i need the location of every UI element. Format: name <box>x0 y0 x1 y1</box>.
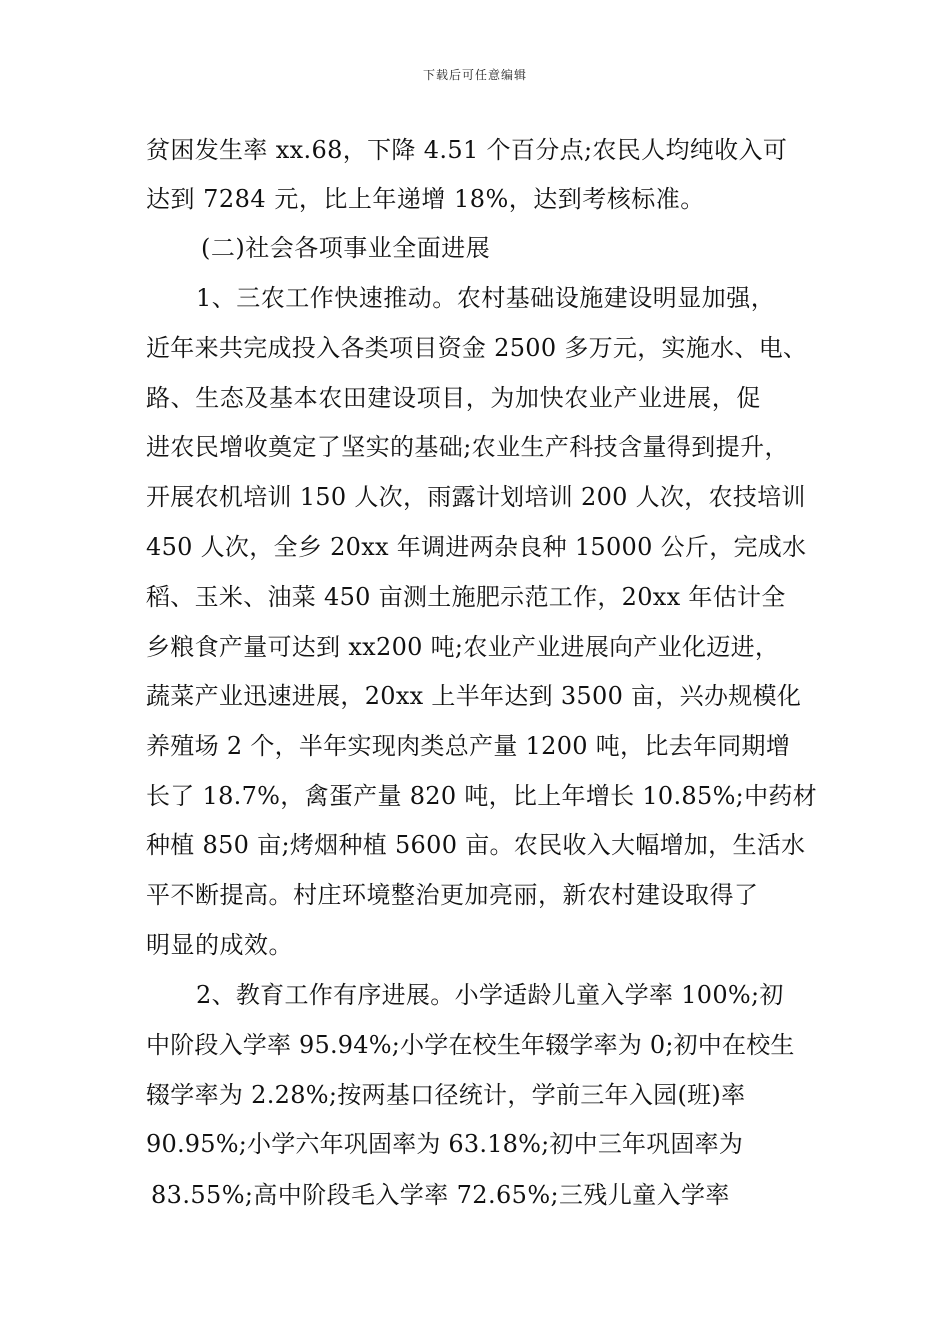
text-line: 种植 850 亩;烤烟种植 5600 亩。农民收入大幅增加，生活水 <box>146 831 806 859</box>
paragraph-start: 1、三农工作快速推动。农村基础设施建设明显加强， <box>196 284 776 312</box>
text-line: 近年来共完成投入各类项目资金 2500 多万元，实施水、电、 <box>146 334 808 362</box>
text-line: 中阶段入学率 95.94%;小学在校生年辍学率为 0;初中在校生 <box>146 1031 795 1059</box>
text-line: 稻、玉米、油菜 450 亩测土施肥示范工作，20xx 年估计全 <box>146 583 786 611</box>
text-line: 进农民增收奠定了坚实的基础;农业生产科技含量得到提升， <box>146 433 789 461</box>
section-heading: (二)社会各项事业全面进展 <box>201 234 491 262</box>
text-line: 路、生态及基本农田建设项目，为加快农业产业进展，促 <box>146 384 761 412</box>
text-line: 达到 7284 元，比上年递增 18%，达到考核标准。 <box>146 185 705 213</box>
text-line: 明显的成效。 <box>146 931 293 959</box>
text-line: 平不断提高。村庄环境整治更加亮丽，新农村建设取得了 <box>146 881 759 909</box>
text-line: 开展农机培训 150 人次，雨露计划培训 200 人次，农技培训 <box>146 483 806 511</box>
text-line: 450 人次，全乡 20xx 年调进两杂良种 15000 公斤，完成水 <box>146 533 807 561</box>
text-line: 长了 18.7%，禽蛋产量 820 吨，比上年增长 10.85%;中药材 <box>146 782 817 810</box>
page-header-note: 下载后可任意编辑 <box>422 68 527 82</box>
text-line: 养殖场 2 个，半年实现肉类总产量 1200 吨，比去年同期增 <box>146 732 791 760</box>
text-line: 83.55%;高中阶段毛入学率 72.65%;三残儿童入学率 <box>151 1181 730 1209</box>
text-line: 乡粮食产量可达到 xx200 吨;农业产业进展向产业化迈进， <box>146 633 780 661</box>
text-line: 90.95%;小学六年巩固率为 63.18%;初中三年巩固率为 <box>146 1130 744 1158</box>
text-line: 辍学率为 2.28%;按两基口径统计，学前三年入园(班)率 <box>146 1081 746 1109</box>
text-line: 蔬菜产业迅速进展，20xx 上半年达到 3500 亩，兴办规模化 <box>146 682 802 710</box>
text-line: 贫困发生率 xx.68，下降 4.51 个百分点;农民人均纯收入可 <box>146 136 788 164</box>
paragraph-start: 2、教育工作有序进展。小学适龄儿童入学率 100%;初 <box>196 981 784 1009</box>
